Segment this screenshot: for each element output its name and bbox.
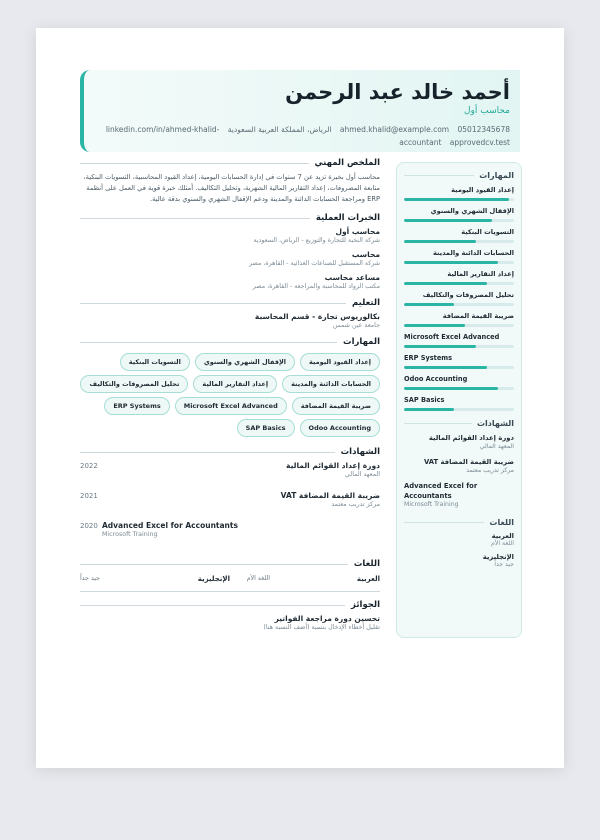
job-item — [80, 227, 380, 244]
sidebar-skill-name: إعداد القيود اليومية — [451, 186, 514, 194]
sidebar-skill-name: ERP Systems — [404, 354, 453, 362]
sidebar-certs-title: الشهادات — [404, 419, 514, 428]
skill-level-fill — [404, 303, 454, 306]
certifications-section — [80, 447, 380, 551]
skill-level-fill — [404, 198, 509, 201]
job-title: مساعد محاسب — [324, 273, 380, 282]
sidebar-skill — [404, 332, 514, 348]
sidebar-cert-title: Advanced Excel for Accountants — [404, 482, 478, 500]
sidebar-cert-org: المعهد المالي — [479, 443, 514, 450]
awards-section — [80, 600, 380, 631]
skill-chip: إعداد التقارير المالية — [193, 375, 277, 393]
skill-level-bar — [404, 303, 514, 306]
language-level: جيد جداً — [80, 575, 101, 582]
skill-level-bar — [404, 345, 514, 348]
cert-title: ضريبة القيمة المضافة VAT — [280, 491, 380, 500]
summary-section — [80, 158, 380, 205]
award-title: تحسين دورة مراجعة الفواتير — [274, 614, 380, 623]
sidebar-cert-title: دورة إعداد القوائم المالية — [428, 434, 514, 442]
cert-year: 2020 — [80, 522, 98, 530]
sidebar-skill — [404, 227, 514, 243]
job-company: شركة النخبة للتجارة والتوزيع - الرياض، السعودية — [253, 237, 380, 244]
job-item — [80, 250, 380, 267]
sidebar-cert — [404, 433, 514, 450]
experience-section — [80, 213, 380, 290]
cert-item — [80, 461, 380, 491]
sidebar-language-level: اللغة الأم — [490, 540, 514, 547]
degree: بكالوريوس تجارة - قسم المحاسبة — [254, 312, 380, 321]
sidebar-cert-org: Microsoft Training — [404, 501, 459, 508]
sidebar-cert-title: ضريبة القيمة المضافة VAT — [423, 458, 514, 466]
sidebar-skill — [404, 269, 514, 285]
sidebar-skill-name: إعداد التقارير المالية — [447, 270, 514, 278]
skill-level-fill — [404, 366, 487, 369]
divider — [80, 591, 380, 592]
skill-level-bar — [404, 198, 514, 201]
cert-org: المعهد المالي — [345, 471, 380, 478]
language-level: اللغة الأم — [246, 575, 270, 582]
sidebar-skill — [404, 311, 514, 327]
cert-title: دورة إعداد القوائم المالية — [286, 461, 380, 470]
skill-chip: الحسابات الدائنة والمدينة — [282, 375, 380, 393]
full-name: أحمد خالد عبد الرحمن — [285, 80, 510, 104]
skill-level-bar — [404, 366, 514, 369]
award-desc: تقليل أخطاء الإدخال بنسبة (أضف النسبة هنا) — [263, 624, 380, 631]
skill-chip: ضريبة القيمة المضافة — [292, 397, 380, 415]
sidebar-language-level: جيد جداً — [494, 561, 514, 568]
skill-chip: تحليل المصروفات والتكاليف — [80, 375, 188, 393]
sidebar-skills-title: المهارات — [404, 171, 514, 180]
sidebar-langs-title: اللغات — [404, 518, 514, 527]
skill-chip: التسويات البنكية — [120, 353, 190, 371]
section-title: الخبرات العملية — [80, 213, 380, 223]
section-title: اللغات — [80, 559, 380, 569]
linkedin-link[interactable]: linkedin.com/in/ahmed-khalid-accountant — [105, 125, 442, 147]
sidebar — [396, 162, 522, 638]
sidebar-language-name: الإنجليزية — [482, 553, 514, 561]
cert-item — [80, 521, 380, 551]
cert-year: 2022 — [80, 462, 98, 470]
skill-level-fill — [404, 387, 498, 390]
job-title: محاسب أول — [335, 227, 380, 236]
skill-level-bar — [404, 387, 514, 390]
sidebar-language — [404, 553, 514, 568]
skill-level-bar — [404, 240, 514, 243]
languages-section — [80, 559, 380, 592]
sidebar-skill — [404, 206, 514, 222]
skill-chip: SAP Basics — [237, 419, 295, 437]
skill-level-fill — [404, 219, 492, 222]
skill-chip: ERP Systems — [104, 397, 169, 415]
skill-level-fill — [404, 240, 476, 243]
sidebar-skill-name: SAP Basics — [404, 396, 445, 404]
website-link[interactable]: approvedcv.test — [449, 138, 510, 147]
section-title: الملخص المهني — [80, 158, 380, 168]
resume-page — [36, 28, 564, 768]
skill-level-fill — [404, 282, 487, 285]
section-title: الشهادات — [80, 447, 380, 457]
cert-title: Advanced Excel for Accountants — [102, 521, 238, 530]
sidebar-cert — [404, 481, 514, 508]
skill-level-bar — [404, 219, 514, 222]
job-role: محاسب أول — [464, 106, 510, 116]
contact-info — [90, 123, 510, 149]
language-name: الإنجليزية — [197, 575, 230, 583]
sidebar-skill — [404, 374, 514, 390]
sidebar-skill-name: تحليل المصروفات والتكاليف — [422, 291, 514, 299]
cert-org: Microsoft Training — [102, 531, 158, 538]
section-title: التعليم — [80, 298, 380, 308]
sidebar-skills — [404, 185, 514, 411]
skill-level-bar — [404, 282, 514, 285]
sidebar-skill-name: الحسابات الدائنة والمدينة — [432, 249, 514, 257]
sidebar-skill — [404, 395, 514, 411]
sidebar-skill — [404, 185, 514, 201]
skills-section — [80, 337, 380, 439]
sidebar-language-name: العربية — [491, 532, 514, 540]
skill-chip: Microsoft Excel Advanced — [175, 397, 287, 415]
language-name: العربية — [356, 575, 380, 583]
location: الرياض، المملكة العربية السعودية — [227, 125, 332, 134]
sidebar-skill-name: التسويات البنكية — [461, 228, 514, 236]
sidebar-skill — [404, 290, 514, 306]
skill-chip: إعداد القيود اليومية — [300, 353, 380, 371]
sidebar-skill-name: Microsoft Excel Advanced — [404, 333, 500, 341]
school: جامعة عين شمس — [333, 322, 380, 329]
main-column — [80, 158, 380, 639]
skill-level-bar — [404, 261, 514, 264]
skill-level-bar — [404, 324, 514, 327]
skill-chips — [80, 351, 380, 439]
sidebar-skill-name: ضريبة القيمة المضافة — [442, 312, 514, 320]
sidebar-skill — [404, 248, 514, 264]
skill-level-fill — [404, 408, 454, 411]
skill-level-fill — [404, 324, 465, 327]
job-company: مكتب الرواد للمحاسبة والمراجعة - القاهرة، مصر — [252, 283, 380, 290]
job-item — [80, 273, 380, 290]
resume-header — [80, 70, 520, 152]
sidebar-cert — [404, 457, 514, 474]
skill-level-bar — [404, 408, 514, 411]
skill-chip: Odoo Accounting — [300, 419, 380, 437]
cert-org: مركز تدريب معتمد — [331, 501, 380, 508]
email[interactable]: ahmed.khalid@example.com — [339, 125, 450, 134]
job-company: شركة المستقبل للصناعات الغذائية - القاهرة، مصر — [249, 260, 380, 267]
education-section — [80, 298, 380, 329]
sidebar-skill — [404, 353, 514, 369]
job-title: محاسب — [351, 250, 380, 259]
languages-row — [80, 573, 380, 587]
sidebar-skill-name: الإقفال الشهري والسنوي — [430, 207, 514, 215]
skill-level-fill — [404, 261, 498, 264]
cert-item — [80, 491, 380, 521]
summary-text: محاسب أول بخبرة تزيد عن 7 سنوات في إدارة الحسابات اليومية، إعداد القيود المحاسبية، التسويات البنكية، متابعة المصروفات، إعداد التقارير المالية الشهرية، وتحليل التكاليف. أمتلك خبرة قوية في العمل على أنظمة ERP ومراجعة الحسابات الدائنة والمدينة ودعم الإقفال الشهري والسنوي بدقة عالية. — [83, 173, 380, 203]
cert-year: 2021 — [80, 492, 98, 500]
section-title: الجوائز — [80, 600, 380, 610]
sidebar-cert-org: مركز تدريب معتمد — [466, 467, 514, 474]
sidebar-language — [404, 532, 514, 547]
sidebar-skill-name: Odoo Accounting — [404, 375, 468, 383]
phone[interactable]: 05012345678 — [457, 125, 510, 134]
section-title: المهارات — [80, 337, 380, 347]
skill-level-fill — [404, 345, 476, 348]
skill-chip: الإقفال الشهري والسنوي — [195, 353, 295, 371]
